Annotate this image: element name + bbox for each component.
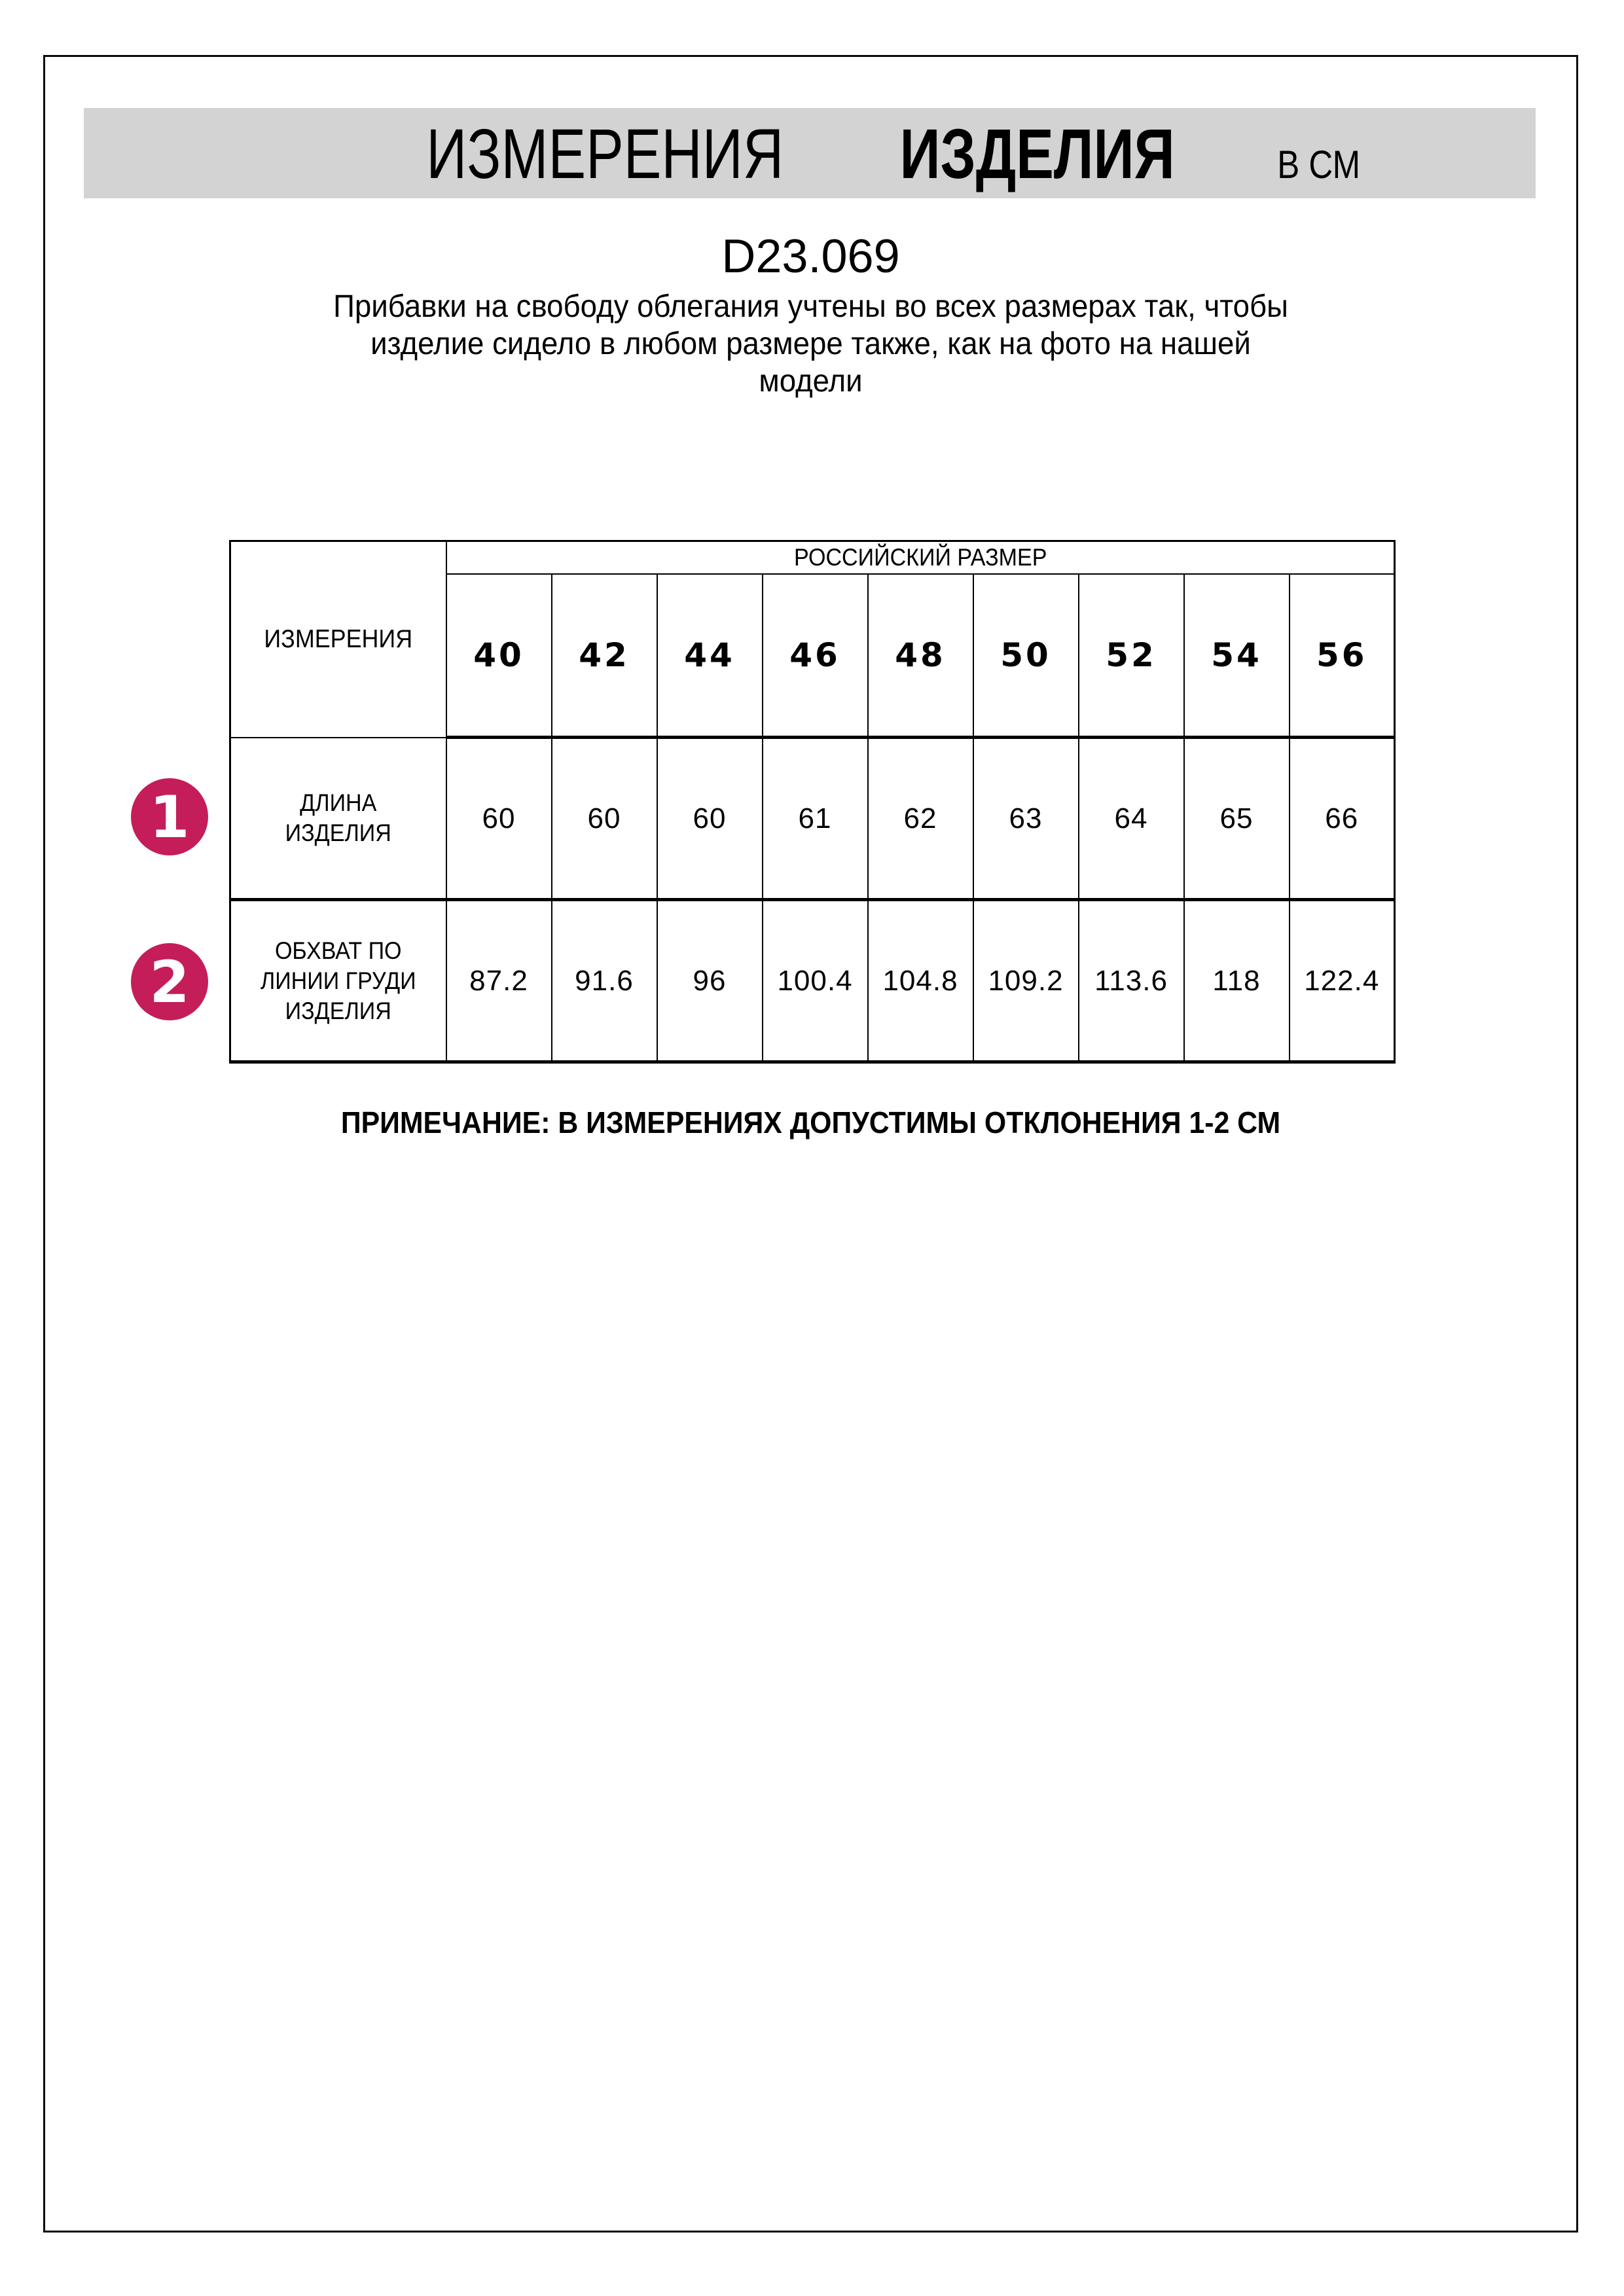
intro-paragraph (43, 288, 1578, 400)
note-text: ПРИМЕЧАНИЕ: В ИЗМЕРЕНИЯХ ДОПУСТИМЫ ОТКЛОНЕНИЯ 1-2 СМ (340, 1105, 1281, 1139)
row-marker-number: 1 (149, 783, 190, 851)
value-cell: 60 (446, 738, 552, 900)
measure-label-cell: ДЛИНА ИЗДЕЛИЯ (230, 738, 446, 900)
page-title-main: ИЗМЕРЕНИЯ (425, 113, 784, 193)
value-cell: 65 (1184, 738, 1290, 900)
value-cell: 118 (1184, 900, 1290, 1062)
size-header-cell: 54 (1184, 574, 1290, 738)
size-header-cell: 42 (552, 574, 657, 738)
table-row-chest (230, 900, 1395, 1062)
value-cell: 64 (1079, 738, 1184, 900)
intro-line: модели (759, 364, 863, 399)
intro-line: изделие сидело в любом размере также, как на фото на нашей (370, 327, 1251, 361)
row-marker-number: 2 (149, 948, 190, 1016)
size-header-cell: 44 (657, 574, 763, 738)
size-group-header-label: РОССИЙСКИЙ РАЗМЕР (793, 543, 1047, 571)
value-cell: 60 (657, 738, 763, 900)
measure-label-cell: ОБХВАТ ПО ЛИНИИ ГРУДИ ИЗДЕЛИЯ (230, 900, 446, 1062)
size-header-cell: 56 (1290, 574, 1395, 738)
size-header-cell: 46 (763, 574, 868, 738)
size-header-cell: 52 (1079, 574, 1184, 738)
value-cell: 62 (868, 738, 973, 900)
page-title-bold-text: ИЗДЕЛИЯ (899, 113, 1176, 193)
size-header-cell: 40 (446, 574, 552, 738)
row-marker (131, 943, 208, 1020)
value-cell: 91.6 (552, 900, 657, 1062)
value-cell: 87.2 (446, 900, 552, 1062)
value-cell: 109.2 (973, 900, 1079, 1062)
value-cell: 113.6 (1079, 900, 1184, 1062)
measurements-header-label: ИЗМЕРЕНИЯ (264, 624, 413, 653)
value-cell: 66 (1290, 738, 1395, 900)
value-cell: 122.4 (1290, 900, 1395, 1062)
measurements-header-cell (230, 541, 446, 738)
page-title-unit-text: В СМ (1277, 142, 1361, 187)
value-cell: 61 (763, 738, 868, 900)
size-table (229, 540, 1396, 1064)
title-bar (84, 108, 1536, 198)
size-header-cell: 50 (973, 574, 1079, 738)
row-marker (131, 778, 208, 855)
table-row-length (230, 738, 1395, 900)
size-header-cell: 48 (868, 574, 973, 738)
article-code: D23.069 (721, 230, 900, 283)
value-cell: 104.8 (868, 900, 973, 1062)
size-group-header-cell (446, 541, 1395, 574)
page-title-unit (926, 108, 1624, 198)
value-cell: 96 (657, 900, 763, 1062)
value-cell: 100.4 (763, 900, 868, 1062)
value-cell: 60 (552, 738, 657, 900)
intro-line: Прибавки на свободу облегания учтены во всех размерах так, чтобы (333, 289, 1288, 324)
value-cell: 63 (973, 738, 1079, 900)
